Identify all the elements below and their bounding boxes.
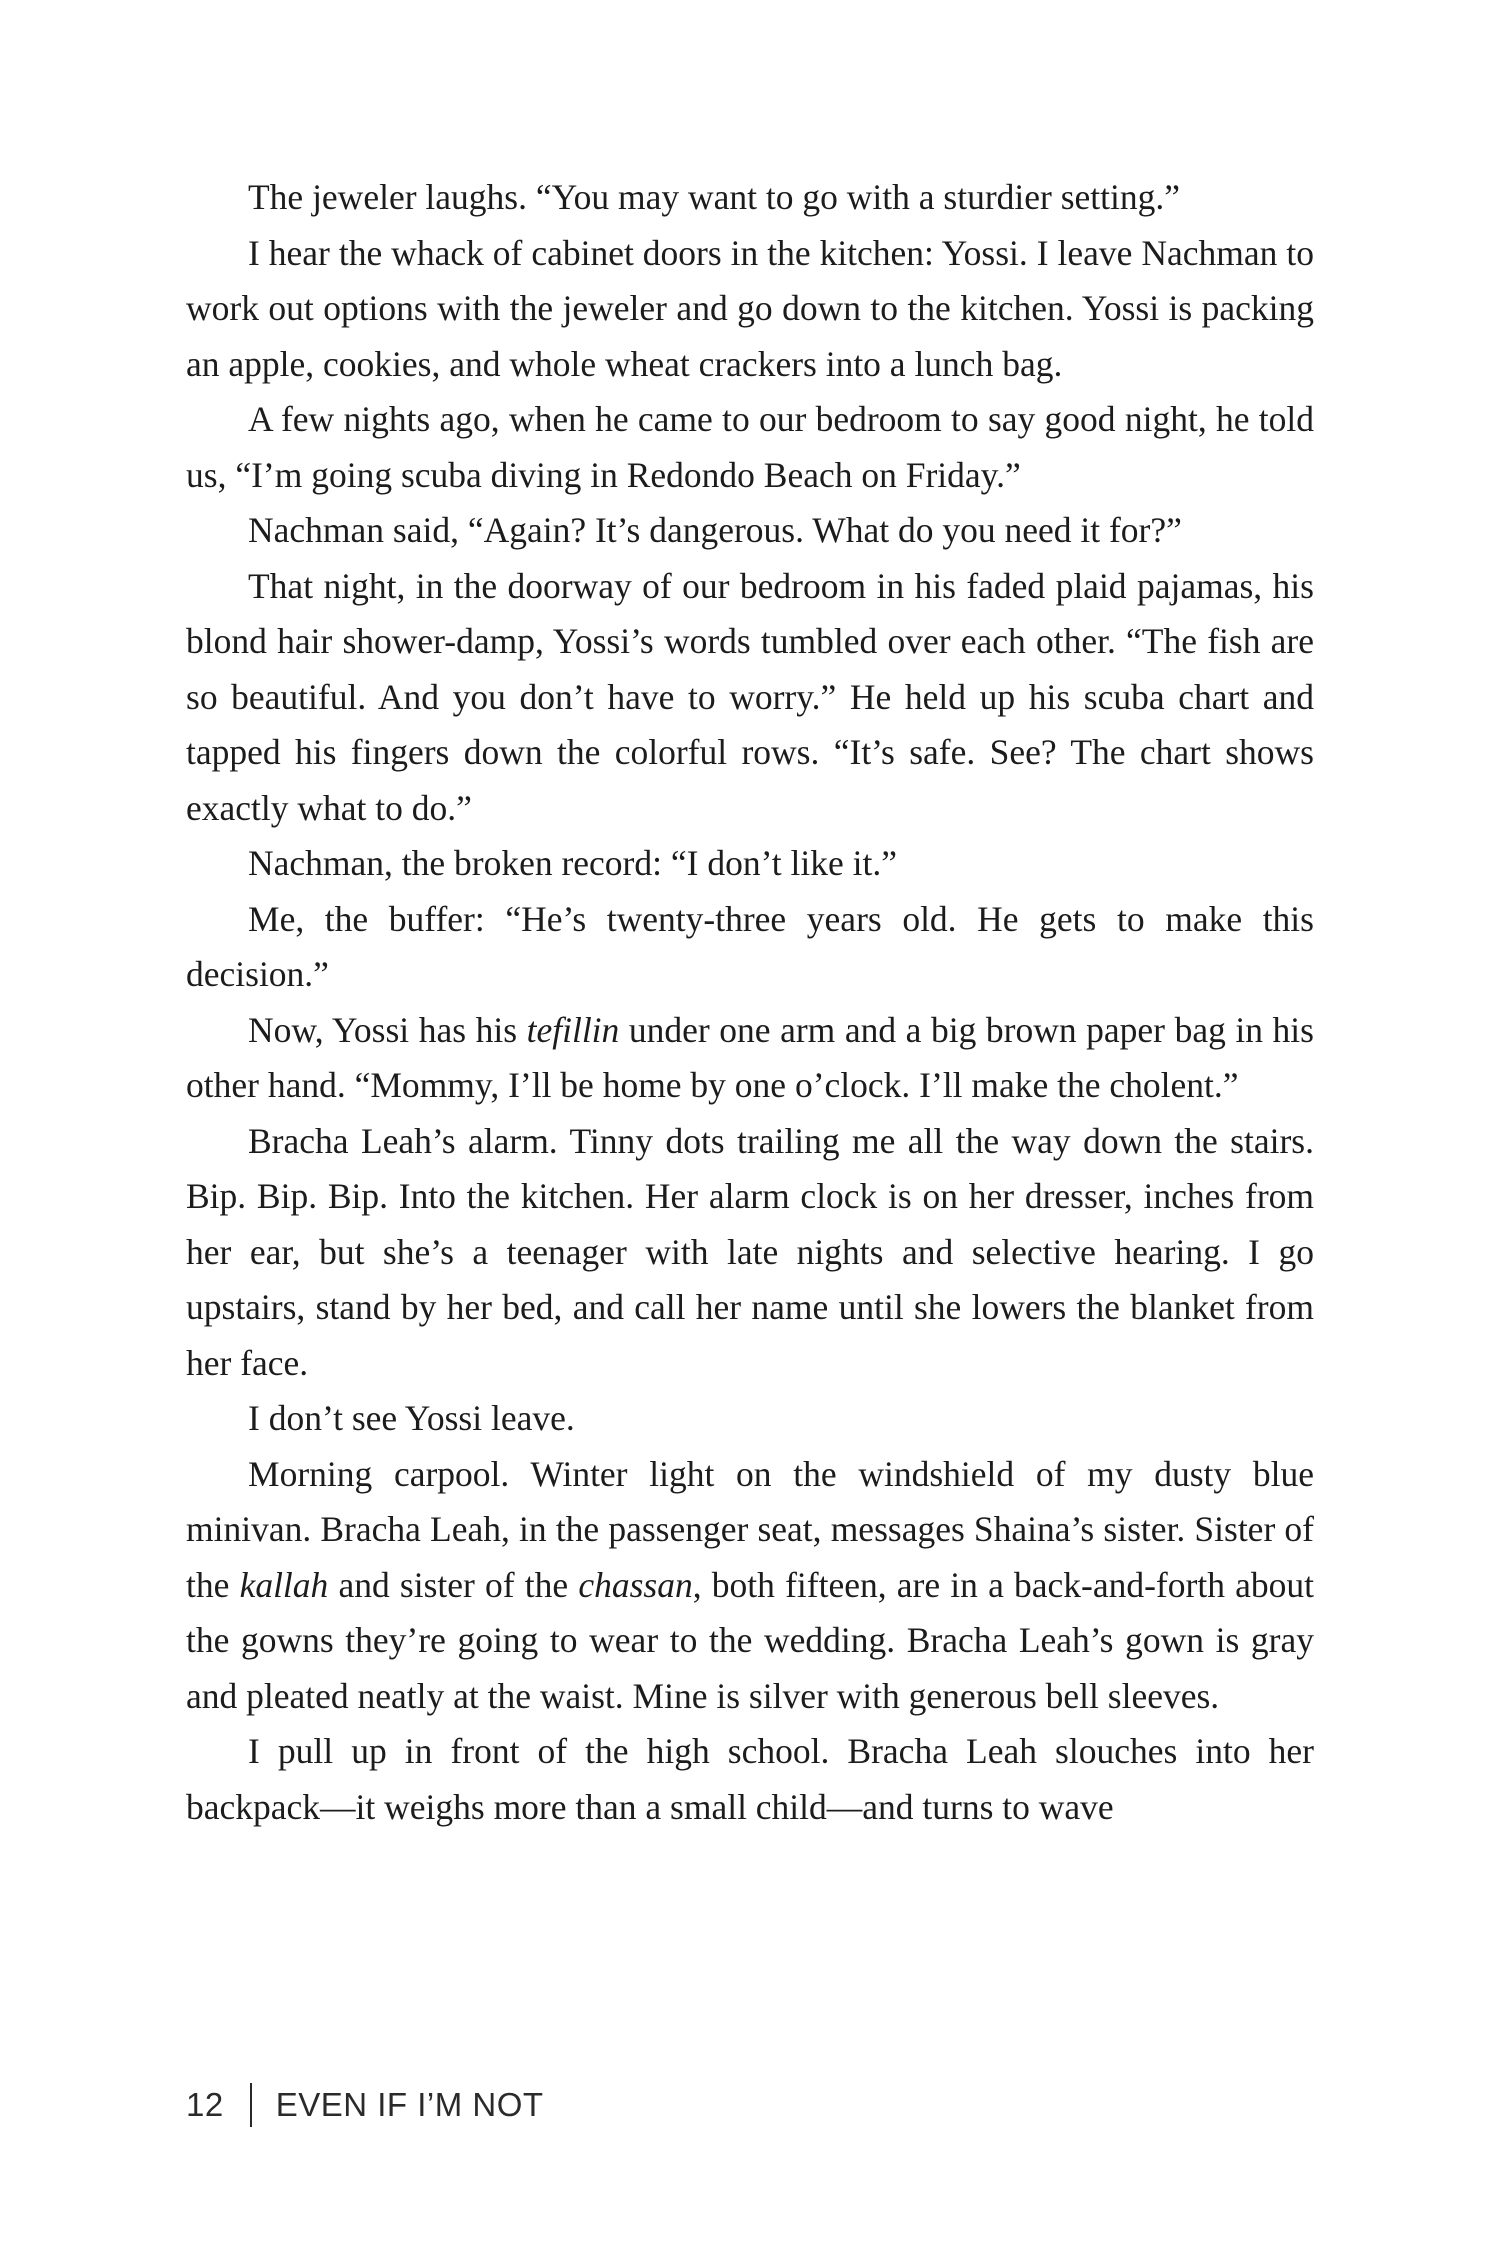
paragraph [186, 503, 1314, 559]
paragraph [186, 1447, 1314, 1725]
italic-term: chassan [578, 1564, 693, 1605]
text-run: Me, the buffer: “He’s twenty-three years old. He gets to make this decision.” [186, 898, 1314, 994]
text-run: Morning carpool. Winter light on the windshield of my dusty blue minivan. Bracha Leah, in the passenger seat, messages Shaina’s sister. Sister of the [186, 1453, 1314, 1605]
text-run: I pull up in front of the high school. Bracha Leah slouches into her backpack—it weighs more than a small child—and turns to wave [186, 1731, 1314, 1827]
paragraph [186, 559, 1314, 837]
text-run: Now, Yossi has his [248, 1009, 527, 1050]
text-run: , both fifteen, are in a back-and-forth about the gowns they’re going to wear to the wedding. Bracha Leah’s gown is gray and pleated neatly at the waist. Mine is silver with generous bell sleeves. [186, 1564, 1314, 1716]
page-footer [186, 2080, 544, 2130]
text-run: Nachman said, “Again? It’s dangerous. What do you need it for?” [248, 510, 1182, 550]
italic-term: tefillin [526, 1009, 620, 1050]
text-run: That night, in the doorway of our bedroom in his faded plaid pajamas, his blond hair shower-damp, Yossi’s words tumbled over each other. “The fish are so beautiful. And you don’t have to worry.” He held up his scuba chart and tapped his fingers down the colorful rows. “It’s safe. See? The chart shows exactly what to do.” [186, 565, 1314, 828]
paragraph [186, 1114, 1314, 1392]
text-run: Nachman, the broken record: “I don’t like it.” [248, 843, 897, 883]
text-run: I don’t see Yossi leave. [248, 1398, 575, 1438]
paragraph [186, 170, 1314, 226]
text-run: and sister of the [328, 1564, 579, 1605]
footer-divider [250, 2083, 252, 2127]
text-run: I hear the whack of cabinet doors in the kitchen: Yossi. I leave Nachman to work out options with the jeweler and go down to the kitchen. Yossi is packing an apple, cookies, and whole wheat crackers into a lunch bag. [186, 232, 1314, 384]
paragraph [186, 392, 1314, 503]
paragraph [186, 1391, 1314, 1447]
paragraph [186, 226, 1314, 393]
running-title: EVEN IF I’M NOT [275, 2086, 544, 2123]
paragraph [186, 836, 1314, 892]
text-run: A few nights ago, when he came to our bedroom to say good night, he told us, “I’m going scuba diving in Redondo Beach on Friday.” [186, 399, 1314, 495]
text-run: The jeweler laughs. “You may want to go with a sturdier setting.” [248, 177, 1181, 217]
paragraph [186, 1003, 1314, 1114]
text-run: under one arm and a big brown paper bag in his other hand. “Mommy, I’ll be home by one o’clock. I’ll make the cholent.” [186, 1009, 1314, 1105]
italic-term: kallah [239, 1564, 329, 1605]
paragraph [186, 892, 1314, 1003]
paragraph [186, 1724, 1314, 1835]
page-number: 12 [186, 2086, 224, 2123]
text-run: Bracha Leah’s alarm. Tinny dots trailing me all the way down the stairs. Bip. Bip. Bip. Into the kitchen. Her alarm clock is on her dresser, inches from her ear, but she’s a teenager with late nights and selective hearing. I go upstairs, stand by her bed, and call her name until she lowers the blanket from her face. [186, 1120, 1314, 1383]
page-body [186, 170, 1314, 1835]
